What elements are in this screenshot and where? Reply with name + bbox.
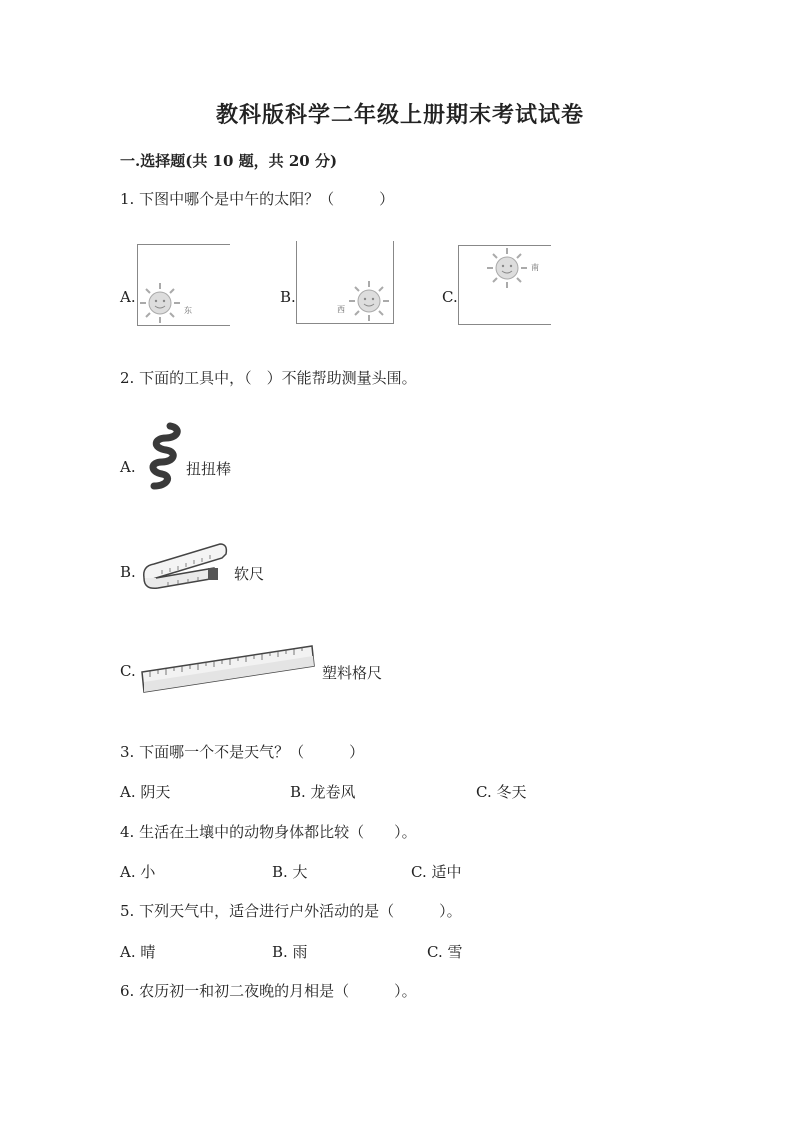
- q2-option-c-text: 塑料格尺: [322, 664, 383, 682]
- sun-icon: [138, 281, 182, 325]
- sun-icon: [485, 246, 529, 290]
- pipe-cleaner-icon: [140, 420, 184, 494]
- q1-option-b-label: B.: [280, 288, 296, 306]
- q4-option-a[interactable]: A. 小: [120, 863, 156, 881]
- q5-option-b[interactable]: B. 雨: [272, 943, 308, 961]
- q4-option-c[interactable]: C. 适中: [411, 863, 462, 881]
- q2-option-a-text: 扭扭棒: [186, 460, 232, 478]
- q4-option-b[interactable]: B. 大: [272, 863, 308, 881]
- q1-option-c-image[interactable]: [458, 245, 551, 325]
- question-5-stem: 5. 下列天气中，适合进行户外活动的是（ ）。: [120, 902, 462, 920]
- question-4-stem: 4. 生活在土壤中的动物身体都比较（ ）。: [120, 823, 417, 841]
- q2-option-a-label: A.: [120, 458, 136, 476]
- tape-measure-icon: [138, 538, 230, 594]
- question-3-stem: 3. 下面哪一个不是天气？（ ）: [120, 743, 365, 761]
- q1-option-a-image[interactable]: [137, 244, 230, 326]
- q3-option-b[interactable]: B. 龙卷风: [290, 783, 356, 801]
- q5-option-c[interactable]: C. 雪: [427, 943, 463, 961]
- q1-option-b-image[interactable]: [296, 241, 394, 324]
- direction-label: 东: [184, 306, 192, 315]
- q2-option-c-label: C.: [120, 662, 136, 680]
- direction-label: 南: [531, 263, 539, 272]
- q3-option-c[interactable]: C. 冬天: [476, 783, 527, 801]
- q2-option-b-text: 软尺: [234, 565, 265, 583]
- page-title: 教科版科学二年级上册期末考试试卷: [215, 102, 584, 128]
- q2-option-b-label: B.: [120, 563, 136, 581]
- sun-icon: [347, 279, 391, 323]
- section-heading: 一.选择题(共 10 题，共 20 分): [120, 152, 338, 170]
- direction-label: 西: [337, 305, 345, 314]
- q3-option-a[interactable]: A. 阴天: [120, 783, 171, 801]
- plastic-ruler-icon: [140, 642, 316, 696]
- q5-option-a[interactable]: A. 晴: [120, 943, 156, 961]
- question-2-stem: 2. 下面的工具中，（ ）不能帮助测量头围。: [120, 369, 417, 387]
- question-6-stem: 6. 农历初一和初二夜晚的月相是（ ）。: [120, 982, 417, 1000]
- q1-option-a-label: A.: [120, 288, 136, 306]
- q1-option-c-label: C.: [442, 288, 458, 306]
- question-1-stem: 1. 下图中哪个是中午的太阳？（ ）: [120, 190, 395, 208]
